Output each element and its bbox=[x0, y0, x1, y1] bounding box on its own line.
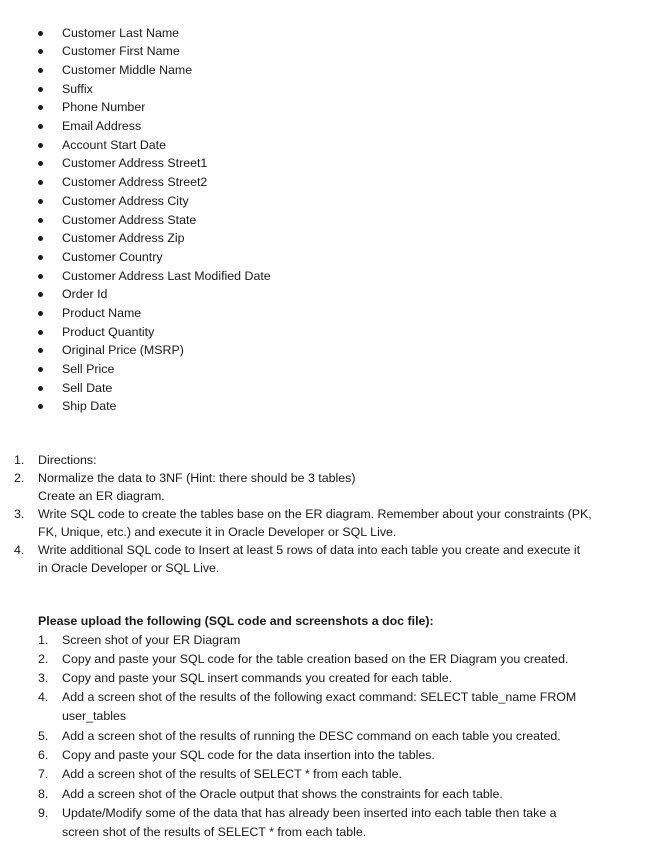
bullet-icon bbox=[38, 292, 43, 297]
bullet-icon bbox=[38, 311, 43, 316]
bullet-icon bbox=[38, 87, 43, 92]
bullet-icon bbox=[38, 330, 43, 335]
bullet-icon bbox=[38, 367, 43, 372]
bullet-icon bbox=[38, 236, 43, 241]
bullet-icon bbox=[38, 274, 43, 279]
bullet-icon bbox=[38, 68, 43, 73]
bullet-icon bbox=[38, 105, 43, 110]
bullet-icon bbox=[38, 404, 43, 409]
bullet-icon bbox=[38, 348, 43, 353]
bullet-icon bbox=[38, 386, 43, 391]
bullet-icon bbox=[38, 218, 43, 223]
bullet-icon bbox=[38, 255, 43, 260]
bullet-icon bbox=[38, 180, 43, 185]
bullet-icon bbox=[38, 124, 43, 129]
bullet-icon bbox=[38, 49, 43, 54]
bullet-icon bbox=[38, 143, 43, 148]
bullet-icon bbox=[38, 161, 43, 166]
bullet-icon bbox=[38, 199, 43, 204]
bullet-icon bbox=[38, 31, 43, 36]
